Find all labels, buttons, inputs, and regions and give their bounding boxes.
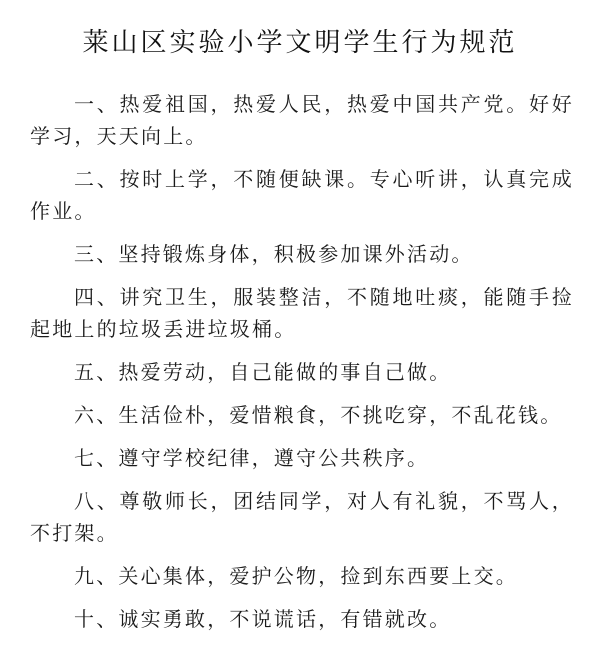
rule-item: 四、讲究卫生，服装整洁，不随地吐痰，能随手捡起地上的垃圾丢进垃圾桶。 (30, 285, 574, 341)
rule-item: 二、按时上学，不随便缺课。专心听讲，认真完成作业。 (30, 167, 574, 223)
rule-item: 一、热爱祖国，热爱人民，热爱中国共产党。好好学习，天天向上。 (30, 92, 574, 148)
rule-item: 五、热爱劳动，自己能做的事自己做。 (74, 360, 452, 384)
rule-item: 八、尊敬师长，团结同学，对人有礼貌，不骂人，不打架。 (30, 489, 574, 545)
rule-item: 九、关心集体，爱护公物，捡到东西要上交。 (74, 564, 518, 588)
rules-list (30, 88, 574, 646)
rule-item: 三、坚持锻炼身体，积极参加课外活动。 (74, 242, 474, 266)
rule-item: 七、遵守学校纪律，遵守公共秩序。 (74, 446, 430, 470)
document-title: 莱山区实验小学文明学生行为规范 (82, 28, 518, 58)
rule-item: 六、生活俭朴，爱惜粮食，不挑吃穿，不乱花钱。 (74, 403, 563, 427)
rule-item: 十、诚实勇敢，不说谎话，有错就改。 (74, 607, 452, 631)
